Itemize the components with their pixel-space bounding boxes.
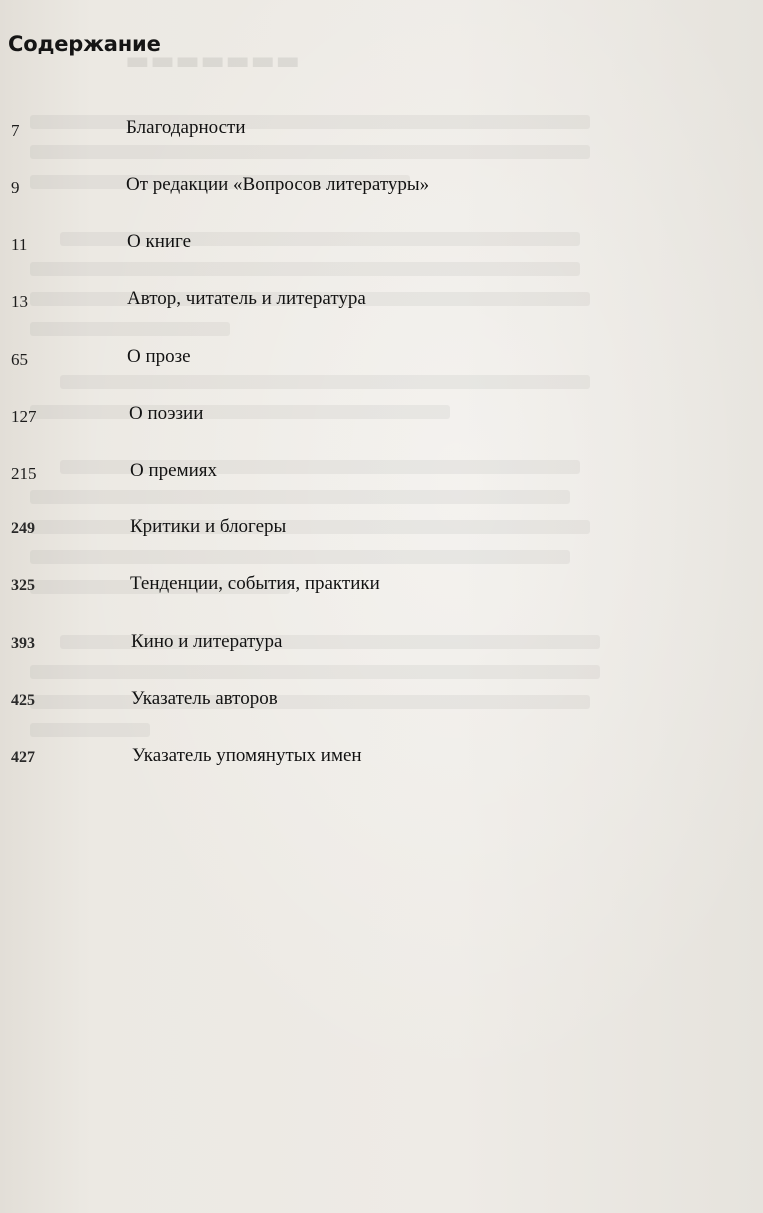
toc-entry[interactable] <box>0 516 560 542</box>
toc-entry-title: О премиях <box>130 460 218 481</box>
toc-entry-title: От редакции «Вопросов литературы» <box>126 174 430 195</box>
toc-page-number: 9 <box>11 178 20 197</box>
toc-entry[interactable] <box>0 631 560 657</box>
toc-entry[interactable] <box>0 346 560 372</box>
toc-page-number: 7 <box>11 121 20 140</box>
show-through-line <box>30 262 580 276</box>
toc-entry-title: О поэзии <box>129 403 204 424</box>
toc-entry-title: О книге <box>127 231 192 252</box>
toc-entry-title: Указатель авторов <box>131 688 278 709</box>
toc-page-number: 13 <box>11 292 28 311</box>
toc-page-number: 11 <box>11 235 28 254</box>
toc-page-number: 325 <box>11 577 35 594</box>
show-through-heading: ▬▬▬▬▬▬▬ <box>125 46 301 76</box>
show-through-line <box>30 322 230 336</box>
toc-entry-title: Кино и литература <box>131 631 283 652</box>
show-through-line <box>30 665 600 679</box>
toc-page-number: 393 <box>11 635 35 652</box>
toc-page-number: 249 <box>11 520 35 537</box>
show-through-line <box>30 550 570 564</box>
show-through-line <box>30 490 570 504</box>
toc-entry-title: Тенденции, события, практики <box>130 573 380 594</box>
toc-entry[interactable] <box>0 288 560 314</box>
show-through-line <box>30 723 150 737</box>
page-title: Содержание <box>8 32 161 56</box>
toc-page-number: 215 <box>11 464 37 483</box>
toc-entry[interactable] <box>0 117 560 143</box>
toc-entry[interactable] <box>0 174 560 200</box>
toc-page-number: 427 <box>11 749 35 766</box>
toc-page-number: 425 <box>11 692 35 709</box>
toc-entry-title: Критики и блогеры <box>130 516 287 537</box>
show-through-line <box>60 375 590 389</box>
toc-entry[interactable] <box>0 745 560 771</box>
toc-entry[interactable] <box>0 688 560 714</box>
toc-entry[interactable] <box>0 231 560 257</box>
toc-entry[interactable] <box>0 403 560 429</box>
toc-entry[interactable] <box>0 460 560 486</box>
show-through-line <box>30 145 590 159</box>
toc-page-number: 127 <box>11 407 37 426</box>
toc-entry-title: Автор, читатель и литература <box>127 288 366 309</box>
toc-entry-title: О прозе <box>127 346 191 367</box>
toc-entry-title: Указатель упомянутых имен <box>132 745 362 766</box>
toc-entry[interactable] <box>0 573 560 599</box>
toc-page-number: 65 <box>11 350 28 369</box>
toc-entry-title: Благодарности <box>126 117 246 138</box>
